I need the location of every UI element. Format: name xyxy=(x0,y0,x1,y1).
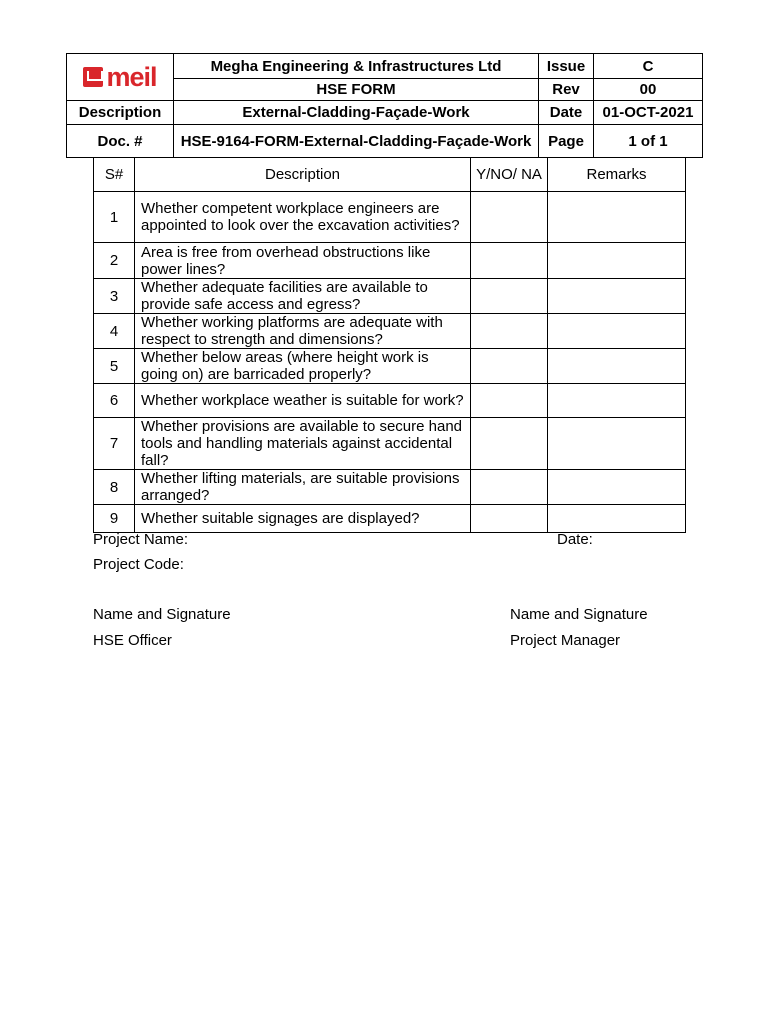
description-label: Description xyxy=(67,101,174,125)
table-row xyxy=(94,470,686,505)
table-row xyxy=(94,505,686,533)
table-row xyxy=(94,314,686,349)
table-row xyxy=(94,192,686,243)
row-status-cell[interactable] xyxy=(471,470,548,505)
row-description: Whether suitable signages are displayed? xyxy=(135,505,471,533)
page-value: 1 of 1 xyxy=(594,125,703,158)
row-description: Whether working platforms are adequate with respect to strength and dimensions? xyxy=(135,314,471,349)
doc-label: Doc. # xyxy=(67,125,174,158)
rev-label: Rev xyxy=(539,79,594,101)
row-status-cell[interactable] xyxy=(471,192,548,243)
row-number: 7 xyxy=(94,418,135,470)
row-number: 6 xyxy=(94,384,135,418)
row-description: Whether below areas (where height work is going on) are barricaded properly? xyxy=(135,349,471,384)
column-header-description: Description xyxy=(135,158,471,192)
logo-text: meil xyxy=(106,61,157,92)
row-status-cell[interactable] xyxy=(471,349,548,384)
company-logo-cell xyxy=(67,54,174,101)
table-row xyxy=(94,349,686,384)
rev-value: 00 xyxy=(594,79,703,101)
row-number: 4 xyxy=(94,314,135,349)
row-status-cell[interactable] xyxy=(471,505,548,533)
issue-value: C xyxy=(594,54,703,79)
project-code-label: Project Code: xyxy=(93,556,184,573)
row-status-cell[interactable] xyxy=(471,314,548,349)
signature-label-left: Name and Signature xyxy=(93,606,231,623)
row-status-cell[interactable] xyxy=(471,384,548,418)
row-description: Area is free from overhead obstructions like power lines? xyxy=(135,243,471,279)
row-status-cell[interactable] xyxy=(471,418,548,470)
role-project-manager: Project Manager xyxy=(510,632,621,649)
company-logo xyxy=(83,62,156,93)
column-header-status: Y/NO/ NA xyxy=(471,158,548,192)
row-description: Whether workplace weather is suitable for work? xyxy=(135,384,471,418)
table-row xyxy=(94,279,686,314)
date-label-footer: Date: xyxy=(557,531,593,548)
column-header-remarks: Remarks xyxy=(548,158,686,192)
column-header-sno: S# xyxy=(94,158,135,192)
row-remarks-cell[interactable] xyxy=(548,279,686,314)
row-remarks-cell[interactable] xyxy=(548,314,686,349)
row-status-cell[interactable] xyxy=(471,243,548,279)
signature-label-right: Name and Signature xyxy=(510,606,648,623)
row-remarks-cell[interactable] xyxy=(548,418,686,470)
project-name-label: Project Name: xyxy=(93,531,189,548)
row-remarks-cell[interactable] xyxy=(548,243,686,279)
row-number: 2 xyxy=(94,243,135,279)
date-value: 01-OCT-2021 xyxy=(594,101,703,125)
row-number: 1 xyxy=(94,192,135,243)
doc-number: HSE-9164-FORM-External-Cladding-Façade-Work xyxy=(174,125,539,158)
logo-mark-icon xyxy=(83,67,103,87)
form-type: HSE FORM xyxy=(174,79,539,101)
row-description: Whether competent workplace engineers are appointed to look over the excavation activities? xyxy=(135,192,471,243)
issue-label: Issue xyxy=(539,54,594,79)
row-status-cell[interactable] xyxy=(471,279,548,314)
table-row xyxy=(94,384,686,418)
row-remarks-cell[interactable] xyxy=(548,505,686,533)
row-remarks-cell[interactable] xyxy=(548,470,686,505)
checklist-table xyxy=(93,157,686,533)
row-number: 9 xyxy=(94,505,135,533)
role-hse-officer: HSE Officer xyxy=(93,632,172,649)
row-remarks-cell[interactable] xyxy=(548,192,686,243)
row-description: Whether provisions are available to secure hand tools and handling materials against accidental fall? xyxy=(135,418,471,470)
page-label: Page xyxy=(539,125,594,158)
date-label: Date xyxy=(539,101,594,125)
row-remarks-cell[interactable] xyxy=(548,384,686,418)
row-remarks-cell[interactable] xyxy=(548,349,686,384)
row-number: 3 xyxy=(94,279,135,314)
description-value: External-Cladding-Façade-Work xyxy=(174,101,539,125)
table-row xyxy=(94,243,686,279)
table-row xyxy=(94,418,686,470)
form-header-table xyxy=(66,53,703,158)
row-description: Whether lifting materials, are suitable provisions arranged? xyxy=(135,470,471,505)
row-number: 5 xyxy=(94,349,135,384)
company-name: Megha Engineering & Infrastructures Ltd xyxy=(174,54,539,79)
row-description: Whether adequate facilities are available to provide safe access and egress? xyxy=(135,279,471,314)
row-number: 8 xyxy=(94,470,135,505)
